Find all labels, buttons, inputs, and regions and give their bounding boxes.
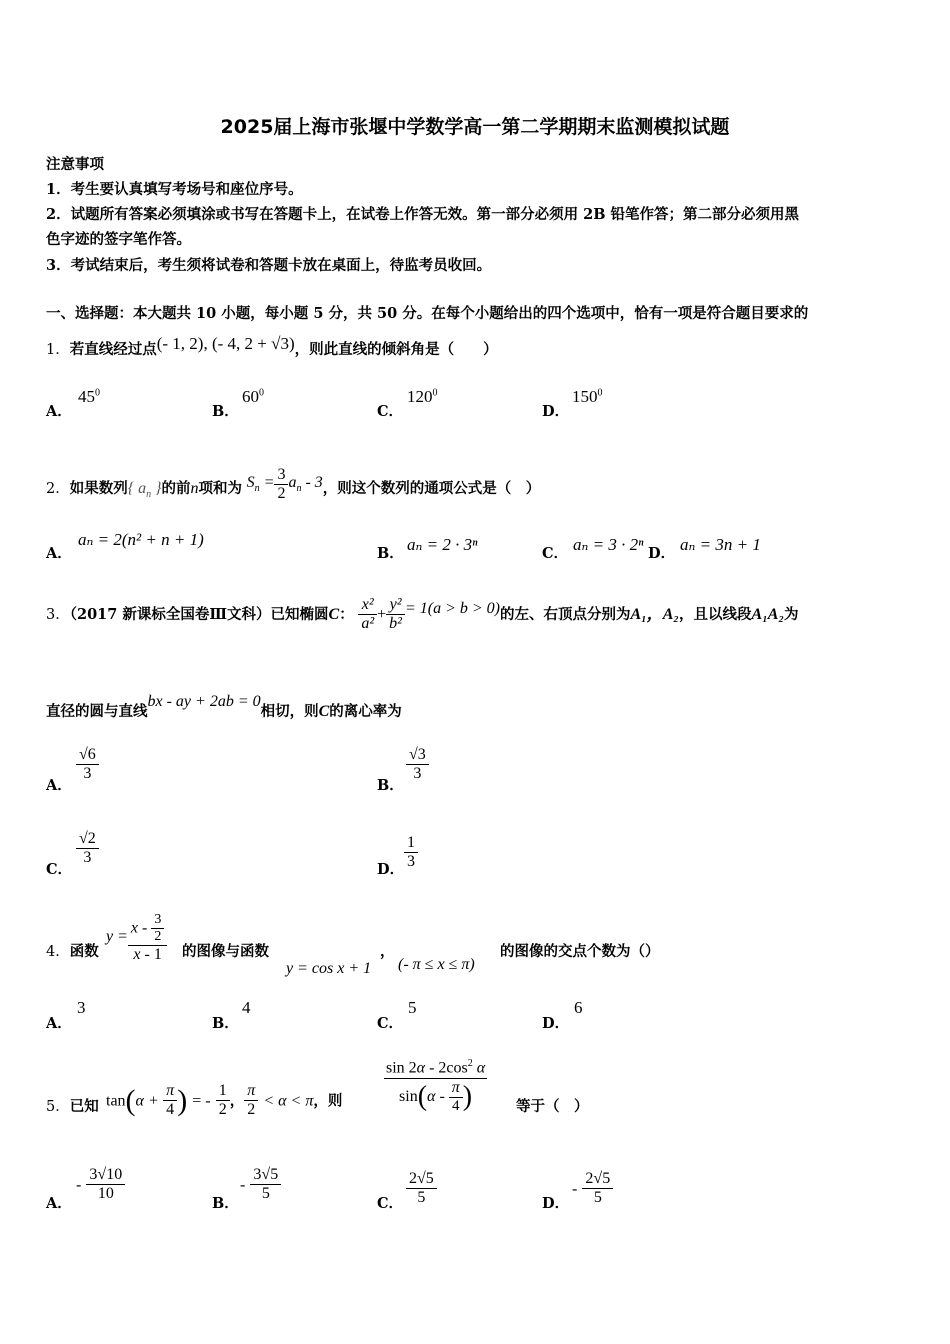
q3-option-d-label: D． (377, 861, 405, 878)
q4-option-c-label: C． (377, 1015, 404, 1032)
q3-post: 的左、右顶点分别为 (500, 605, 631, 623)
q3-option-b-label: B． (377, 777, 404, 794)
q3-vertices: A₁，A₂ (630, 605, 680, 623)
q2-n: n (190, 479, 199, 497)
q2-option-b-label: B． (377, 545, 404, 562)
q1-prefix: 若直线经过点 (69, 341, 157, 358)
q1-option-c-label: C． (377, 403, 404, 420)
q1-number: 1． (46, 342, 70, 358)
q2-option-d-label: D． (648, 545, 676, 562)
q4-function-f: y = x - $\frac{3}{2}$ x - 1 (106, 912, 167, 965)
q3-segment: A₁A₂ (751, 605, 785, 623)
q2-mid2: 项和为 (198, 479, 243, 497)
q5-prefix: 已知 (69, 1098, 99, 1115)
q5-option-b-value: - $\frac{3√5}{5}$ (240, 1166, 281, 1204)
q5-suffix: 等于（ ） (516, 1098, 589, 1115)
q4-option-c-value: 5 (408, 998, 417, 1017)
q3-source: （2017 新课标全国卷Ⅲ文科） (69, 605, 271, 623)
exam-page: 2025届上海市张堰中学数学高一第二学期期末监测模拟试题 注意事项 1．考生要认真填写考场号和座位序号。 2．试题所有答案必须填涂或书写在答题卡上，在试卷上作答无效。第一部分必须用 2B 铅笔作答；第二部分必须用黑 色字迹的签字笔作答。 3．考试结束后，考生须将试卷和答题卡放在桌面上，待监考员收回。 一、选择题：本大题共 10 小题，每小题 5 分，共 50 分。在每个小题给出的四个选项中，恰有一项是符合题目要求的 1．若直线经过点(- 1, 2), (- 4, 2 + √3)，则此直线的倾斜角是（ ） A． $45^0$ B． $60^0$ C． $120^0$ D． $150^0$ 2．如果数列{ $a_n$ }的前n项和为 $S_n$ = $\frac{3}{2}$ $a_n - 3$，则这个数列的通项公式是（ ） A． aₙ = 2(n² + n + 1) B． aₙ = 2 · 3ⁿ C． aₙ = 3 · 2ⁿ D． aₙ = 3n + 1 3．（2017 新课标全国卷Ⅲ文科）已知椭圆C： $\frac{\text{x²}}{\text{a²}}$ + $\frac{\text{y²}}{\text{b²}}$ = 1(a > b > 0)的左、右顶点分别为A₁，A₂，且以线段A₁A₂为 直径的圆与直线bx - ay + 2ab = 0相切，则C的离心率为 A． $\frac{√6}{3}$ B． $\frac{√3}{3}$ C． $\frac{√2}{3}$ D． $\frac{1}{3}$ 4．函数 y = x - $\frac{3}{2}$ x - 1 的图像与函数 y = cos x + 1 ， (- π ≤ x ≤ π) 的图像的交点个数为（） A． 3 B． 4 C． 5 D． 6 5．已知 tan(α + $\frac{\pi}{4}$ ) = - $\frac{1}{2}$ ， $\frac{\pi}{2}$ < α < π，则 $\sin 2\alpha - 2\cos^2$ α sin(α - $\frac{\pi}{4}$ ) 等于（ ） A． - $\frac{3√10}{10}$ B． - $\frac{3√5}{5}$ C． $\frac{2√5}{5}$ D． - $\frac{2√5}{5}$ (0, 0, 950, 1344)
q3-option-b-value: $\frac{√3}{3}$ (406, 746, 429, 784)
q1-option-a-value: $45^0$ (78, 387, 100, 406)
question-4 (46, 940, 99, 961)
q4-prefix: 函数 (69, 943, 99, 960)
q3-condition: = 1(a > b > 0) (404, 599, 500, 617)
q1-option-b-label: B． (212, 403, 239, 420)
q3-option-a-label: A． (46, 777, 72, 794)
q3-frac-y: $\frac{\text{y²}}{\text{b²}}$ (386, 596, 405, 634)
q4-option-b-value: 4 (242, 998, 251, 1017)
q5-option-a-value: - $\frac{3√10}{10}$ (76, 1166, 125, 1204)
q3-option-c-value: $\frac{√2}{3}$ (76, 830, 99, 868)
q4-option-b-label: B． (212, 1015, 239, 1032)
q4-option-d-label: D． (542, 1015, 570, 1032)
section-heading: 一、选择题：本大题共 10 小题，每小题 5 分，共 50 分。在每个小题给出的四个选项中，恰有一项是符合题目要求的 (46, 305, 809, 322)
q2-option-c-value: aₙ = 3 · 2ⁿ (573, 535, 644, 554)
q5-given: tan(α + $\frac{\pi}{4}$ ) = - $\frac{1}{2}$ ， $\frac{\pi}{2}$ < α < π，则 (106, 1082, 343, 1119)
q4-option-a-label: A． (46, 1015, 72, 1032)
q5-expression: $\sin 2\alpha - 2\cos^2$ α sin(α - $\frac{\pi}{4}$ ) (386, 1058, 486, 1115)
q1-suffix: ，则此直线的倾斜角是（ ） (294, 341, 498, 358)
notice-item-2: 2．试题所有答案必须填涂或书写在答题卡上，在试卷上作答无效。第一部分必须用 2B 铅笔作答；第二部分必须用黑 (46, 206, 800, 223)
q3-option-c-label: C． (46, 861, 73, 878)
q3-line-equation: bx - ay + 2ab = 0 (147, 693, 261, 710)
q3-frac-x: $\frac{\text{x²}}{\text{a²}}$ (358, 596, 377, 634)
notice-item-1: 1．考生要认真填写考场号和座位序号。 (46, 181, 303, 198)
q4-mid: 的图像与函数 (182, 943, 269, 960)
q2-prefix: 如果数列 (69, 479, 128, 497)
q3-option-d-value: $\frac{1}{3}$ (404, 834, 418, 872)
q2-sum-formula: $S_n$ = (246, 473, 275, 495)
question-2 (46, 466, 541, 508)
q3-number: 3． (46, 606, 70, 623)
question-3-line2: 直径的圆与直线bx - ay + 2ab = 0相切，则C的离心率为 (46, 693, 402, 720)
q4-range: (- π ≤ x ≤ π) (398, 956, 475, 973)
q5-option-b-label: B． (212, 1195, 239, 1212)
q2-suffix: ，则这个数列的通项公式是（ ） (322, 479, 541, 497)
q2-sum-tail: $a_n - 3$ (288, 473, 323, 495)
q2-option-a-value: aₙ = 2(n² + n + 1) (78, 530, 204, 549)
q1-option-b-value: $60^0$ (242, 387, 264, 406)
q2-number: 2． (46, 480, 70, 497)
q5-option-d-value: - $\frac{2√5}{5}$ (572, 1170, 613, 1208)
q3-prefix: 已知椭圆 (270, 605, 329, 623)
q4-option-a-value: 3 (77, 998, 86, 1017)
page-title: 2025届上海市张堰中学数学高一第二学期期末监测模拟试题 (220, 116, 730, 138)
q3-option-a-value: $\frac{√6}{3}$ (76, 746, 99, 784)
q2-option-a-label: A． (46, 545, 72, 562)
question-1 (46, 334, 498, 359)
q5-option-c-value: $\frac{2√5}{5}$ (406, 1170, 437, 1208)
notice-item-3: 3．考试结束后，考生须将试卷和答题卡放在桌面上，待监考员收回。 (46, 257, 492, 274)
q4-number: 4． (46, 944, 70, 960)
q2-option-d-value: aₙ = 3n + 1 (680, 535, 761, 554)
q5-option-d-label: D． (542, 1195, 570, 1212)
notice-heading: 注意事项 (46, 156, 104, 173)
q1-option-d-value: $150^0$ (572, 387, 603, 406)
q5-number: 5． (46, 1099, 70, 1115)
q1-option-d-label: D． (542, 403, 570, 420)
q2-sum-fraction: $\frac{3}{2}$ (274, 466, 288, 504)
q4-suffix: 的图像的交点个数为（） (500, 943, 660, 960)
notice-item-2-cont: 色字迹的签字笔作答。 (46, 231, 191, 248)
q1-option-c-value: $120^0$ (407, 387, 438, 406)
q4-function-g: y = cos x + 1 (286, 960, 372, 977)
q2-sequence: { $a_n$ } (127, 479, 162, 501)
q1-option-a-label: A． (46, 403, 72, 420)
question-3: 3．（2017 新课标全国卷Ⅲ文科）已知椭圆C： $\frac{\text{x²}}{\text{a²}}$ + $\frac{\text{y²}}{\text{b²}}$ = 1(a > b > 0)的左、右顶点分别为A₁，A₂，且以线段A₁A₂为 (46, 596, 799, 633)
q2-option-c-label: C． (542, 545, 569, 562)
q5-option-c-label: C． (377, 1195, 404, 1212)
q2-mid1: 的前 (161, 479, 191, 497)
q1-points: (- 1, 2), (- 4, 2 + √3) (156, 334, 295, 353)
q5-option-a-label: A． (46, 1195, 72, 1212)
q4-option-d-value: 6 (574, 998, 583, 1017)
question-5 (46, 1095, 99, 1116)
q2-option-b-value: aₙ = 2 · 3ⁿ (407, 535, 478, 554)
q3-C: C (328, 605, 340, 623)
